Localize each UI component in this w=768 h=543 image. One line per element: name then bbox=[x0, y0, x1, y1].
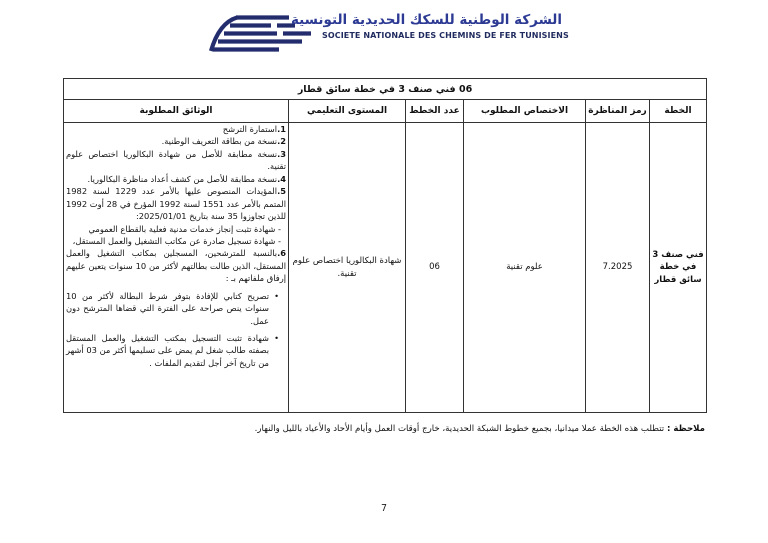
column-header-education-level: المستوى التعليمي bbox=[289, 100, 406, 123]
document-number: 1. bbox=[277, 124, 287, 134]
document-item-5-dash-2: - شهادة تسجيل صادرة عن مكاتب التشغيل والعمل المستقل، bbox=[72, 235, 282, 246]
document-text: المؤيدات المنصوص عليها بالأمر عدد 1229 لسنة 1982 المتمم بالأمر عدد 1551 لسنة 1992 المؤرخ في 28 أوت 1992 للذين تجاوزوا 35 سنة بتاريخ 2025/01/01: bbox=[66, 186, 287, 222]
company-name-arabic: الشركة الوطنية للسكك الحديدية التونسية bbox=[290, 12, 562, 28]
document-item-3 bbox=[66, 148, 286, 173]
cell-education-level: شهادة البكالوريا اختصاص علوم تقنية. bbox=[289, 123, 406, 413]
column-header-positions-count: عدد الخطط bbox=[406, 100, 464, 123]
document-text: نسخة مطابقة للأصل من شهادة البكالوريا اختصاص علوم تقنية. bbox=[66, 148, 287, 172]
document-item-4 bbox=[66, 173, 286, 185]
column-header-required-documents: الوثائق المطلوبة bbox=[64, 100, 289, 123]
document-item-2 bbox=[66, 135, 286, 147]
document-number: 3. bbox=[277, 148, 287, 159]
footnote-label: ملاحظة : bbox=[666, 424, 705, 434]
cell-specialty: علوم تقنية bbox=[464, 123, 586, 413]
document-item-5-dash-1: - شهادة تثبت إنجاز خدمات مدنية فعلية بالقطاع العمومي bbox=[88, 223, 282, 234]
document-text: بالنسبة للمترشحين، المسجلين بمكاتب التشغيل والعمل المستقل، الذين طالت بطالتهم لأكثر من 10 سنوات يتعين عليهم إرفاق ملفاتهم بـ : bbox=[66, 248, 287, 284]
document-item-6-bullet-2: • شهادة تثبت التسجيل بمكتب التشغيل والعمل المستقل بصفته طالب شغل لم يمض على تسليمها أكثر من 03 أشهر من تاريخ آخر أجل لتقديم الملفات . bbox=[66, 332, 286, 369]
column-header-plan: الخطة bbox=[650, 100, 707, 123]
document-item-6-bullet-1: • تصريح كتابي للإفادة بتوفر شرط البطالة لأكثر من 10 سنوات ينص صراحة على الفترة التي قضاها المترشح دون عمل. bbox=[66, 290, 286, 327]
cell-positions-count: 06 bbox=[406, 123, 464, 413]
document-text: استمارة الترشح bbox=[222, 124, 278, 134]
table-title-row bbox=[64, 79, 707, 100]
document-item-6 bbox=[66, 247, 286, 284]
recruitment-table bbox=[63, 78, 707, 413]
cell-plan: فني صنف 3 في خطة سائق قطار bbox=[650, 123, 707, 413]
table-title: 06 فني صنف 3 في خطة سائق قطار bbox=[64, 79, 707, 100]
table-row bbox=[64, 123, 707, 413]
table-header-row bbox=[64, 100, 707, 123]
cell-contest-code: 7.2025 bbox=[586, 123, 650, 413]
document-item-5 bbox=[66, 185, 286, 222]
document-text: نسخة من بطاقة التعريف الوطنية. bbox=[161, 136, 278, 147]
document-number: 5. bbox=[277, 186, 287, 197]
document-number: 6. bbox=[277, 248, 287, 259]
document-text: نسخة مطابقة للأصل من كشف أعداد مناظرة البكالوريا. bbox=[87, 173, 278, 184]
document-item-1 bbox=[66, 123, 286, 135]
column-header-contest-code: رمز المناظرة bbox=[586, 100, 650, 123]
cell-required-documents bbox=[64, 123, 289, 413]
company-name-french: SOCIETE NATIONALE DES CHEMINS DE FER TUNISIENS bbox=[322, 31, 569, 40]
document-number: 2. bbox=[277, 136, 287, 147]
footnote bbox=[60, 423, 705, 435]
column-header-specialty: الاختصاص المطلوب bbox=[464, 100, 586, 123]
footnote-text: تتطلب هذه الخطة عملا ميدانيا، بجميع خطوط الشبكة الحديدية، خارج أوقات العمل وأيام الأحاد والأعياد بالليل والنهار. bbox=[254, 424, 665, 434]
page-number: 7 bbox=[380, 503, 388, 514]
document-number: 4. bbox=[277, 173, 287, 184]
company-brand-block bbox=[290, 12, 569, 40]
